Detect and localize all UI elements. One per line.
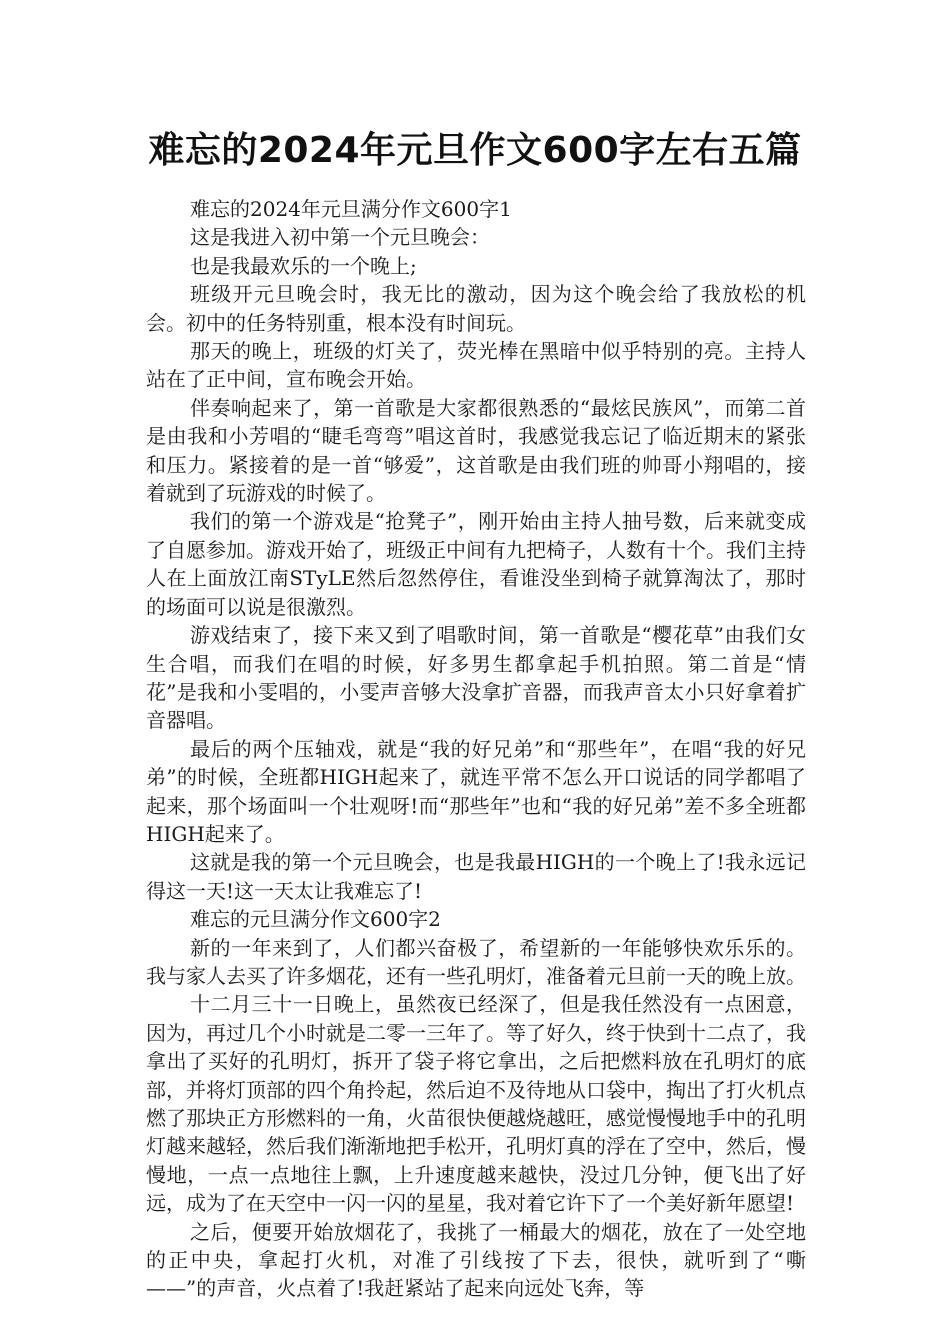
document-title: 难忘的2024年元旦作文600字左右五篇 (148, 130, 802, 171)
paragraph: 新的一年来到了，人们都兴奋极了，希望新的一年能够快欢乐乐的。我与家人去买了许多烟花，还有一些孔明灯，准备着元旦前一天的晚上放。 (146, 935, 806, 988)
paragraph: 最后的两个压轴戏，就是“我的好兄弟”和“那些年”，在唱“我的好兄弟”的时候，全班都HIGH起来了，就连平常不怎么开口说话的同学都唱了起来，那个场面叫一个壮观呀!而“那些年”也和“我的好兄弟”差不多全班都HIGH起来了。 (146, 736, 806, 846)
paragraph: 十二月三十一日晚上，虽然夜已经深了，但是我任然没有一点困意，因为，再过几个小时就是二零一三年了。等了好久，终于快到十二点了，我拿出了买好的孔明灯，拆开了袋子将它拿出，之后把燃料放在孔明灯的底部，并将灯顶部的四个角拎起，然后迫不及待地从口袋中，掏出了打火机点燃了那块正方形燃料的一角，火苗很快便越烧越旺，感觉慢慢地手中的孔明灯越来越轻，然后我们渐渐地把手松开，孔明灯真的浮在了空中，然后，慢慢地，一点一点地往上飘，上升速度越来越快，没过几分钟，便飞出了好远，成为了在天空中一闪一闪的星星，我对着它许下了一个美好新年愿望! (146, 992, 806, 1216)
paragraph: 伴奏响起来了，第一首歌是大家都很熟悉的“最炫民族风”，而第二首是由我和小芳唱的“睫毛弯弯”唱这首时，我感觉我忘记了临近期末的紧张和压力。紧接着的是一首“够爱”，这首歌是由我们班的帅哥小翔唱的，接着就到了玩游戏的时候了。 (146, 395, 806, 506)
paragraph: 难忘的元旦满分作文600字2 (190, 907, 441, 932)
document-body (146, 195, 806, 1303)
paragraph: 这就是我的第一个元旦晚会，也是我最HIGH的一个晚上了!我永远记得这一天!这一天太让我难忘了! (146, 850, 806, 903)
paragraph: 也是我最欢乐的一个晚上; (190, 253, 417, 278)
paragraph: 那天的晚上，班级的灯关了，荧光棒在黑暗中似乎特别的亮。主持人站在了正中间，宣布晚会开始。 (146, 339, 806, 392)
paragraph: 这是我进入初中第一个元旦晚会： (190, 225, 490, 250)
paragraph: 我们的第一个游戏是“抢凳子”，刚开始由主持人抽号数，后来就变成了自愿参加。游戏开始了，班级正中间有九把椅子，人数有十个。我们主持人在上面放江南STyLE然后忽然停住，看谁没坐到椅子就算淘汰了，那时的场面可以说是很激烈。 (146, 509, 806, 619)
paragraph: 之后，便要开始放烟花了，我挑了一桶最大的烟花，放在了一处空地的正中央，拿起打火机，对准了引线按了下去，很快，就听到了“嘶——”的声音，火点着了!我赶紧站了起来向远处飞奔，等 (146, 1219, 806, 1301)
paragraph: 游戏结束了，接下来又到了唱歌时间，第一首歌是“樱花草”由我们女生合唱，而我们在唱的时候，好多男生都拿起手机拍照。第二首是“情花”是我和小雯唱的，小雯声音够大没拿扩音器，而我声音太小只好拿着扩音器唱。 (146, 623, 806, 733)
paragraph: 难忘的2024年元旦满分作文600字1 (190, 197, 512, 221)
paragraph: 班级开元旦晚会时，我无比的激动，因为这个晚会给了我放松的机会。初中的任务特别重，根本没有时间玩。 (146, 282, 806, 335)
